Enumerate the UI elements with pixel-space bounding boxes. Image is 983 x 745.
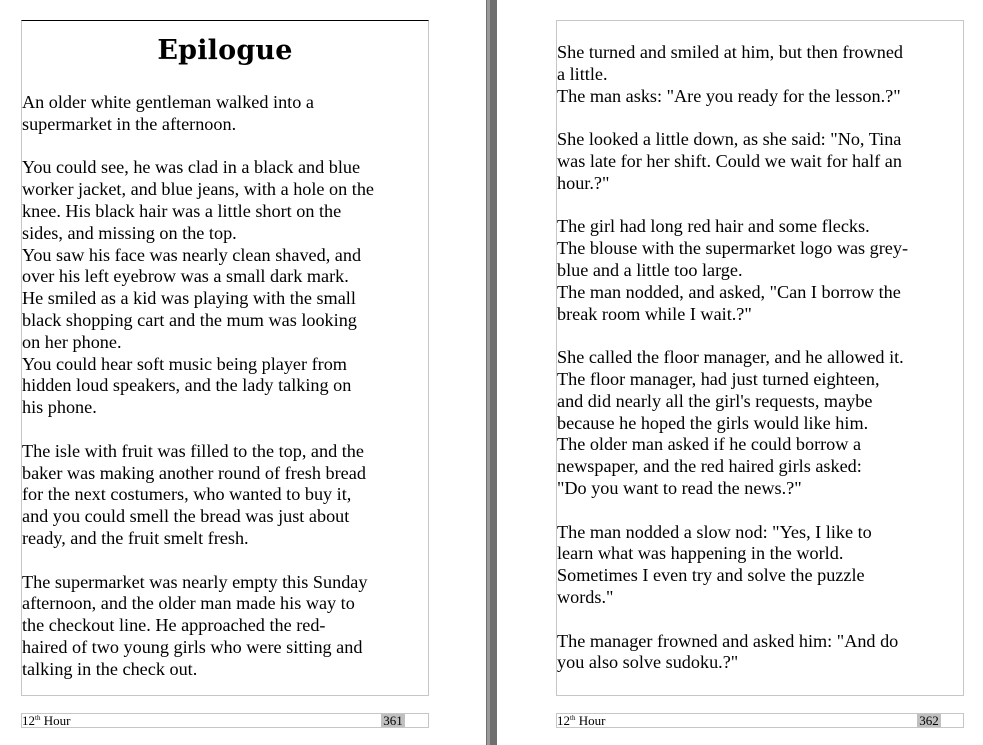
text-line: She looked a little down, as she said: "No, Tina (557, 129, 902, 150)
text-line: blue and a little too large. (557, 259, 743, 280)
text-line: hour.?" (557, 172, 610, 193)
text-line: He smiled as a kid was playing with the small (22, 288, 356, 309)
text-line: "Do you want to read the news.?" (557, 477, 802, 498)
text-line: black shopping cart and the mum was looking (22, 309, 357, 330)
text-line: over his left eyebrow was a small dark mark. (22, 266, 349, 287)
text-line: knee. His black hair was a little short on the (22, 200, 342, 221)
text-line: She called the floor manager, and he allowed it. (557, 347, 904, 368)
text-line: Sometimes I even try and solve the puzzle (557, 565, 865, 586)
right-text-frame[interactable] (556, 20, 964, 696)
text-line: The supermarket was nearly empty this Sunday (22, 571, 368, 592)
page-divider (483, 0, 500, 745)
text-line: newspaper, and the red haired girls asked: (557, 456, 862, 477)
text-line: worker jacket, and blue jeans, with a hole on the (22, 179, 375, 200)
blank-line (22, 419, 428, 441)
right-page (500, 0, 983, 745)
page-number-field: 362 (917, 714, 941, 727)
text-line: was late for her shift. Could we wait for half an (557, 150, 902, 171)
right-footer[interactable] (556, 713, 964, 728)
text-line: and you could smell the bread was just about (22, 506, 350, 527)
text-line: words." (557, 586, 614, 607)
footer-title: 12th Hour (22, 713, 71, 728)
text-line: afternoon, and the older man made his way to (22, 593, 355, 614)
left-body-text (22, 92, 428, 681)
text-line: learn what was happening in the world. (557, 543, 844, 564)
blank-line (22, 550, 428, 572)
text-line: The man nodded a slow nod: "Yes, I like to (557, 521, 872, 542)
left-page (0, 0, 483, 745)
text-line: You could hear soft music being player from (22, 353, 347, 374)
footer-title: 12th Hour (557, 713, 606, 728)
text-line: break room while I wait.?" (557, 303, 752, 324)
text-line: The man nodded, and asked, "Can I borrow the (557, 281, 901, 302)
text-line: his phone. (22, 397, 97, 418)
left-text-frame[interactable] (21, 20, 429, 696)
left-footer[interactable] (21, 713, 429, 728)
text-line: you also solve sudoku.?" (557, 652, 739, 673)
text-line: An older white gentleman walked into a (22, 92, 314, 112)
blank-line (22, 136, 428, 158)
text-line: on her phone. (22, 331, 122, 352)
text-line: You could see, he was clad in a black and blue (22, 157, 361, 178)
blank-line (557, 107, 963, 129)
text-line: haired of two young girls who were sitting and (22, 636, 363, 657)
text-line: the checkout line. He approached the red- (22, 615, 326, 636)
blank-line (557, 195, 963, 217)
text-line: supermarket in the afternoon. (22, 113, 237, 134)
text-line: The manager frowned and asked him: "And do (557, 630, 899, 651)
right-body-text (557, 42, 963, 674)
text-line: talking in the check out. (22, 658, 198, 679)
text-line: because he hoped the girls would like him. (557, 412, 869, 433)
text-line: hidden loud speakers, and the lady talking on (22, 375, 352, 396)
chapter-heading: Epilogue (157, 35, 293, 66)
blank-line (557, 500, 963, 522)
text-line: The floor manager, had just turned eighteen, (557, 368, 880, 389)
text-line: The isle with fruit was filled to the top, and the (22, 440, 364, 461)
text-line: and did nearly all the girl's requests, maybe (557, 390, 873, 411)
text-line: baker was making another round of fresh bread (22, 462, 366, 483)
text-line: The girl had long red hair and some flecks. (557, 216, 870, 237)
text-line: The man asks: "Are you ready for the lesson.?" (557, 85, 901, 106)
text-line: The older man asked if he could borrow a (557, 434, 862, 455)
blank-line (557, 325, 963, 347)
text-line: a little. (557, 63, 608, 84)
text-line: sides, and missing on the top. (22, 222, 237, 243)
page-number-field: 361 (381, 714, 405, 727)
text-line: The blouse with the supermarket logo was grey- (557, 238, 909, 259)
text-line: She turned and smiled at him, but then frowned (557, 42, 903, 62)
text-line: for the next costumers, who wanted to buy it, (22, 484, 352, 505)
blank-line (557, 609, 963, 631)
text-line: You saw his face was nearly clean shaved, and (22, 244, 362, 265)
text-line: ready, and the fruit smelt fresh. (22, 527, 249, 548)
